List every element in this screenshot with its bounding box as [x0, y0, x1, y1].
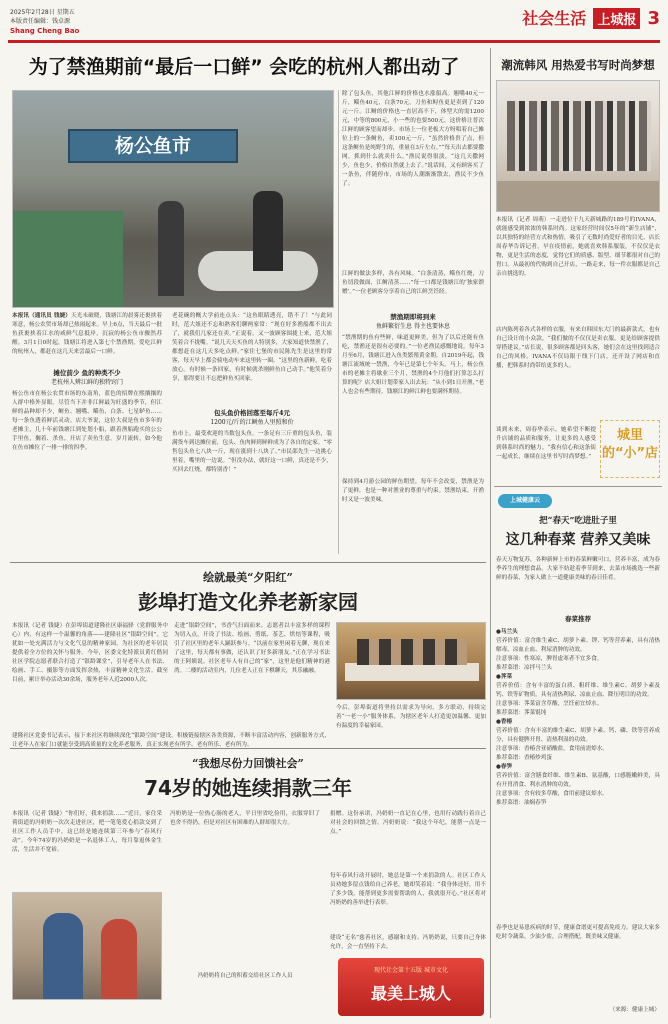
lead-sub1: 摊位前少 鱼的种类不少 — [53, 369, 121, 377]
spring-headline: 这几种春菜 营养又美味 — [505, 532, 651, 548]
bottom-col2: 冯奶奶是一位热心肠的老人，平日里省吃俭用，衣服穿旧了也舍不得扔，但是对社区有困难的人群却很大方。 — [170, 811, 320, 826]
right-top-body3: 谈到未来，周春华表示，她希望不断提升店铺的品质和服务，让更多的人感受到韩系时尚的魅力。“我有信心和这条街一起成长，继续在这里书写时尚梦想。” — [496, 427, 596, 460]
bottom-photo — [12, 892, 162, 1000]
spring-item: 营养价值：富含膳食纤维、维生素B、氨基酸，口感脆嫩鲜美，具有开胃消食、利水消肿的功效。 — [496, 773, 660, 788]
issue-date: 2025年2月28日 星期五 — [10, 9, 75, 16]
lead-sub2: 包头鱼价格回落至每斤4元 — [213, 409, 291, 417]
paper-pinyin: Shang Cheng Bao — [10, 27, 80, 35]
lead-col1 — [12, 312, 162, 362]
editor-line: 本版责任编辑：钱卓源 — [10, 18, 71, 25]
mid-col1b: 建隆社区党委书记表示，接下来社区将继续深化“银龄空间”建设，积极链接辖区各类资源，不断丰富活动内容，创新服务方式，让老年人在家门口就能享受到高质量的文化养老服务，真正实现老有所学、老有所乐、老有所为。 — [12, 733, 330, 748]
lead-photo — [12, 90, 334, 308]
lead-sub3: 禁渔期即将到来 — [390, 313, 436, 321]
stall-left — [13, 211, 123, 308]
shop-column-badge: 城里的“小”店 — [600, 420, 660, 478]
spring-section: 春菜推荐 — [565, 615, 591, 623]
bottom-photo-caption: 冯奶奶将自己的积蓄交给社区工作人员 — [197, 973, 293, 979]
right-top-body2: 店内陈列着各式各样的衣服，有来自韩国东大门的最新款式，也有自己设计的小众款。“我们做的不仅仅是卖衣服，更是给顾客提供穿搭建议。”店长说，很多顾客都是回头客，她们会在这里找到适合自己的风格。IVANA不仅局限于线下门店，还开设了网店和直播，把韩系时尚带给更多的人。 — [496, 327, 660, 369]
bottom-intro: 本报讯（记者 钱婕）“你们好，我来捐款……”近日，家住采荷街道的冯奶奶一次次走进社区，把一笔笔爱心捐款交到了社区工作人员手中，这已经是她连续第三年参与“春风行动”。今年74岁的冯奶奶是一名退休工人，每月靠退休金生活，生活并不宽裕。 — [12, 811, 162, 853]
vendor-figure — [253, 191, 283, 271]
bottom-col1 — [12, 810, 162, 890]
mid-headline: 彭埠打造文化养老新家园 — [138, 590, 358, 614]
right-top-body: 本报讯（记者 周萌）一走进位于九天新城路的189号的IVANA，就能感受到浓浓的韩系时尚。这家经营时间仅5年的“新生店铺”，以其独特的经营方式和热情，吸引了无数时尚爱好者的目光。店长周春华告诉记者，早在疫情前，她就喜欢韩系服装，不仅仅是衣物，更是生活的态度，觉得它们的质感、版型、细节都很对自己的胃口。从最初的代购到自己开店，一路走来，每一件衣服都是自己亲自挑选的。 — [496, 217, 660, 277]
spring-item: ●马兰头 — [496, 629, 518, 635]
spring-item: 注意事项：香椿含亚硝酸盐，食用前需焯水。 — [496, 746, 608, 752]
spring-item: 营养价值：含有丰富的蛋白质、粗纤维、维生素C、胡萝卜素及钙、铁等矿物质，具有清热利尿、凉血止血、降压明目的功效。 — [496, 683, 660, 698]
donor-figure — [43, 913, 83, 1000]
spring-outro: 春季也是易患疾病的时节，健康食谱更可提高免疫力。建议大家多吃时令蔬菜，少油少盐，合理搭配，既美味又健康。 — [496, 925, 660, 940]
lead-byline: 本报讯（通讯员 钱婕） — [12, 313, 71, 319]
mid-col2: 走进“银龄空间”，书香气扫面而来。志愿者以丰富多样的课程为切入点，开设了书法、绘画、剪纸、茶艺、烘焙等课程，吸引了社区里的老年人踊跃参与。“以前在家里闲着无聊，现在来了这里，每天都有事做，还认识了好多新朋友。”正在学习书法的王阿姨说。社区老年人有自己的“家”，这里是他们精神的港湾。二楼的活动室内，几位老人正在下棋聊天，其乐融融。 — [174, 623, 330, 674]
lead-col1b: 杨公鱼市在杨公农贸市场的东南角，蓝色的招牌在熙攘攘的人群中格外显眼。尽管当下并非江鲜最为旺盛的季节，但江鲜的品种却不少，鲥鱼、翘嘴、鲻鱼、白条、七星鲈鱼……每一条鱼透着鲜活灵动。店大爷说，这位大叔是鱼市多年的老摊主，几十年前钱塘江到处划小船，跟着渔船跑买的公公手里鱼，搁着、杀鱼，开店了卖鱼生意。岁月流转，如今他在鱼市摊位了一排一排的四季。 — [12, 391, 162, 451]
lead-col2: 老花碗的概大学前连点头：“这鱼眼睛透亮，错不了！”与此同时，范大姐还不忘和熟客们聊两家常：“现在好多渔船都不出去了，就我们几家还在卖。”正说着，又一波顾客围拢上来，范大姐笑着合不拢嘴。“说几天天买鱼的人特别多，大家知道快禁渔了，都想赶在这几天多吃点鲜。”家住七堡的市民陈先生是这里的常客，每天早上都会骑电动车来这里转一圈。“这里的鱼新鲜，吃着放心。有时候一条回家，有时候就杀刚鲜鱼自己动手。”他笑着分享，那得要让不忘把鲜鱼买回家。 — [172, 313, 332, 382]
spring-item: 营养价值：含有丰富的维生素C、胡萝卜素、钙、磷、铁等营养成分，具有健脾开胃、清热利湿的功效。 — [496, 728, 660, 743]
mid-col1: 本报讯（记者 钱婕）在彭埠街道建隆社区康福驿（党群服务中心）内，有这样一个温馨的角落——建隆社区“银龄空间”。它犹如一处充满活力与文化气息的精神家园，为社区的老年居民提供着全方位的关怀与服务。今年，区委文化特派员黄红偕同社区学院志愿者联合打造了“银龄课堂”，引导老年人在书法、绘画、手工、摄影等方面发挥余热，丰富精神文化生活。截至目前，累计举办活动30余场，服务老年人近2000人次。 — [12, 623, 168, 683]
bottom-headline: 74岁的她连续捐款三年 — [144, 776, 352, 800]
right-top-headline: 潮流韩风 用热爱书写时尚梦想 — [501, 58, 655, 72]
spring-item: 推荐菜谱：油焖春笋 — [496, 800, 547, 806]
spring-item: 注意事项：荠菜富含草酸，烹饪前宜焯水。 — [496, 701, 603, 707]
lead-headline: 为了禁渔期前“最后一口鲜” 会吃的杭州人都出动了 — [28, 56, 460, 78]
spring-intro: 春天万物复苏，各种新鲜上市的春菜鲜嫩可口，营养丰富，成为春季养生的理想食品。大家不妨趁着季节到来，去菜市场挑选一些新鲜的春菜，为家人做上一道健康美味的春日佳肴。 — [496, 557, 660, 581]
bottom-col3c: 建设“无名”慈善社区，感谢和支持。冯奶奶说，只要自己身体允许，会一直坚持下去。 — [330, 935, 486, 950]
bottom-kicker: “我想尽份力回馈社会” — [192, 757, 304, 770]
spring-subhead: 把“春天”吃进肚子里 — [539, 516, 617, 526]
page-number: 3 — [647, 8, 660, 29]
lead-col3: 除了包头鱼，其他江鲜的价格也水涨船高。翘嘴40元一斤，鲻鱼40元，白条70元，刀鱼和鲟鱼更是卖到了120元一斤。江鲥的价格也一直居高不下，体型大的需1200元，中等的800元，小一些的也要500元，这价格让普次江鲜的顾客望而却步。市场上一位老板大方呀唱着自己摊位上的一条鲥鱼，卖100元一斤，“虽然价格贵了点，但这条鲥鱼是纯野生的，重量在3斤左右。”“每天出去都要撒网，抓到什么就卖什么。”渔民说得很淡，“这几天撒网少，鱼也少，价格自然就上去了。”说话间，又有顾客买了一条鱼，伴随停市，市场的人潮渐渐散去，渔民不少鱼了。 — [342, 91, 484, 187]
spring-item: 推荐菜谱：香椿炒鸡蛋 — [496, 755, 552, 761]
spring-item: ●香椿 — [496, 719, 513, 725]
mid-col3: 今后，彭埠街道将坚持以需求为导向，多方联动，持续完善“一老一小”服务体系，为辖区老年人打造更加温馨、更加有温度的幸福家园。 — [336, 705, 486, 729]
spring-item: 营养价值：富含维生素C、胡萝卜素、钾、钙等营养素，具有清热解毒、凉血止血、利尿消肿的功效。 — [496, 638, 660, 653]
spring-source: （来源：健康上城） — [609, 1007, 660, 1013]
lead-col3c: “禁渔期的鱼有些鲜，味道更鲜美，但为了以后还能有鱼吃，禁渔还是很有必要的。”一位老渔民感慨地说。每年3月至6月，钱塘江进入鱼类繁殖黄金期。自2019年起，钱塘江流域统一禁渔，今年已是第七个年头。马上，杨公鱼市的老摊主将歇业三个月，禁渔的4个月他们打算怎么打算的呢？店大姐计划带家人出去玩：“从小到1日开渔，”老人也会有些期待。钱塘江的鲜江鲜也要满怀期待。 — [342, 335, 484, 395]
spring-item: ●春笋 — [496, 764, 513, 770]
lead-col2b: 鱼市上，最受欢迎的当数包头鱼。一条足有三斤重的包头鱼，装满货车到达摊位前，包头、鱼肉鲜到鲜鲜成为了各自的定家。“零售包头鱼七八块一斤，现在涨到十八块了。”市民邵先生一边挑心里着，嘴里的一边说。“但没办法，就好这一口鲜，真还是不少，买回去红烧，都特别香！” — [172, 431, 332, 473]
bottom-col3b: 每年春风行动开展时，她总是第一个来捐款的人。社区工作人员劝她多留点钱给自己养老，她却笑着说：“我身体还好，用不了多少钱，能帮到更多需要帮助的人，我就很开心。”社区将对冯奶奶的善举进行表彰。 — [330, 873, 486, 906]
spring-item: 注意事项：性寒凉，脾胃虚寒者不宜多食。 — [496, 656, 603, 662]
spring-item: 推荐菜谱：凉拌马兰头 — [496, 665, 552, 671]
mid-photo — [336, 622, 486, 700]
customer-figure — [158, 201, 184, 296]
spring-item: 推荐菜谱：荠菜馄饨 — [496, 710, 547, 716]
ad-line1: 现代社会第十五版 城市文化 — [374, 967, 448, 974]
section-name: 社会生活 — [522, 9, 587, 28]
ad-line2: 最美上城人 — [370, 984, 451, 1003]
spring-item: 注意事项：含有较多草酸，食用前建议焯水。 — [496, 791, 608, 797]
paper-logo: 上城报 — [593, 8, 640, 29]
elder-group — [357, 639, 467, 665]
lead-sub1b: 老杭州人辨江鲜的独特窍门 — [50, 379, 123, 386]
staff-figure — [101, 919, 137, 1000]
lead-col3b: 江鲜的做法多样，各有风味。“白条清蒸，鲻鱼红烧，刀鱼切段做面，江鲥清蒸……”每一口都是钱塘江的‘独家馈赠’。”一位老顾客分享着自己的江鲜烹饪经。 — [342, 271, 484, 295]
lead-sub3b: 鱼鲜繁衍生息 得主也要休息 — [376, 323, 450, 330]
bottom-col3: 捐赠。这份承诺，冯奶奶一直记在心里，也用行动践行着自己对社会的回馈之情。冯奶奶说：“我这个年纪，能帮一点是一点。” — [330, 811, 486, 835]
clothes-rack — [507, 101, 651, 171]
spring-item: ●荠菜 — [496, 674, 513, 680]
shop-photo — [496, 80, 660, 212]
shop-floor — [497, 181, 660, 212]
spring-items — [496, 628, 660, 920]
lead-intro: 天光未破晓，钱塘江的晨雾还裹挟着寒意，杨公农贸市场却已热闹起来。早上6点，当天最后一批鱼获裹挟着江水的咸鲜气息抵岸，沉寂的杨公鱼市骤然苏醒。3月1日0时起，钱塘江将进入第七个禁渔期，爱吃江鲜的杭州人，都赶在这几天来尝最后一口鲜。 — [12, 313, 162, 355]
masthead-rule — [8, 40, 660, 43]
lead-sub2b: 1200元/斤的江鲥鱼人里照和价 — [210, 419, 294, 426]
class-table — [345, 663, 479, 681]
mid-kicker: 绘就最美“夕阳红” — [203, 571, 293, 584]
lead-col3d: 保持到4月游公园的鲜鱼期望，每年不会改变，禁渔是为了更鲜，也是一种对渔业的尊重与约束。禁渔结束，开渔时又是一波美味。 — [342, 479, 484, 503]
market-sign: 杨公鱼市 — [114, 135, 191, 157]
health-tag-label: 上城健康云 — [509, 497, 540, 504]
